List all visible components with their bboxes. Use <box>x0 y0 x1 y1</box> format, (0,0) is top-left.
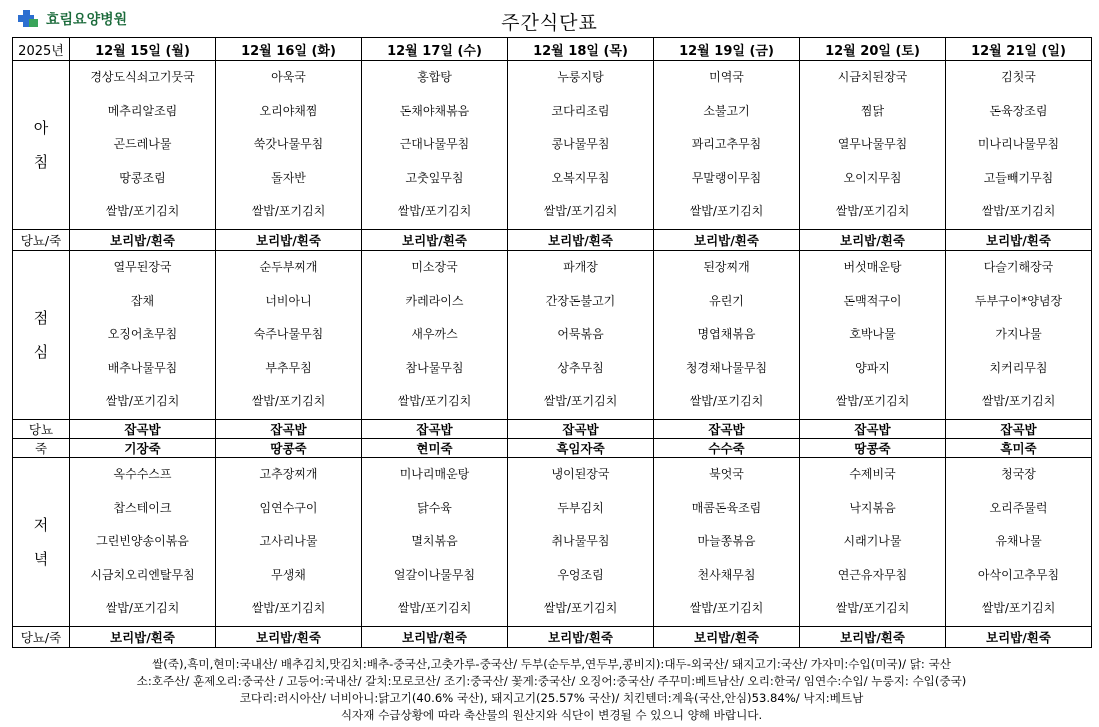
breakfast-dishes <box>508 61 654 230</box>
dish-item: 오징어초무침 <box>107 327 178 342</box>
dish-item: 돈육장조림 <box>989 103 1048 118</box>
dish-item: 시금치된장국 <box>837 70 908 85</box>
dish-item: 쌀밥/포기김치 <box>981 601 1056 616</box>
dish-item: 고들빼기무침 <box>983 170 1054 185</box>
dish-item: 쌀밥/포기김치 <box>543 394 618 409</box>
dish-item: 치커리무침 <box>989 360 1048 375</box>
lunch-diabetic-item: 잡곡밥 <box>800 420 946 439</box>
dish-item: 쌀밥/포기김치 <box>835 601 910 616</box>
dish-item: 쌀밥/포기김치 <box>397 394 472 409</box>
dish-item: 홍합탕 <box>417 70 452 85</box>
dish-item: 마늘쫑볶음 <box>697 534 756 549</box>
lunch-diabetic-item: 잡곡밥 <box>216 420 362 439</box>
dish-item: 무생채 <box>271 567 306 582</box>
dish-item: 열무나물무침 <box>837 137 908 152</box>
dinner-dishes <box>362 458 508 627</box>
dish-item: 쌀밥/포기김치 <box>251 394 326 409</box>
dish-item: 수제비국 <box>849 467 896 482</box>
dish-item: 시금치오리엔탈무침 <box>90 567 195 582</box>
dish-item: 호박나물 <box>849 327 896 342</box>
lunch-dishes <box>216 251 362 420</box>
dish-item: 아삭이고추무침 <box>977 567 1060 582</box>
dish-item: 쌀밥/포기김치 <box>689 204 764 219</box>
dish-item: 경상도식쇠고기뭇국 <box>90 70 195 85</box>
dish-item: 쌀밥/포기김치 <box>543 204 618 219</box>
dish-item: 멸치볶음 <box>411 534 458 549</box>
lunch-dishes <box>654 251 800 420</box>
dish-item: 찜닭 <box>860 103 885 118</box>
dish-item: 꽈리고추무침 <box>691 137 762 152</box>
dish-item: 쌀밥/포기김치 <box>251 204 326 219</box>
lunch-dishes <box>800 251 946 420</box>
dish-item: 매콤돈육조림 <box>691 500 762 515</box>
page-title: 주간식단표 <box>501 12 598 34</box>
dish-item: 고춧잎무침 <box>405 170 464 185</box>
dish-item: 쌀밥/포기김치 <box>251 601 326 616</box>
dish-item: 근대나물무침 <box>399 137 470 152</box>
dish-item: 오리주물럭 <box>989 500 1048 515</box>
dish-item: 쌀밥/포기김치 <box>543 601 618 616</box>
dinner-dishes <box>654 458 800 627</box>
dish-item: 새우까스 <box>411 327 458 342</box>
breakfast-special-item: 보리밥/흰죽 <box>216 230 362 251</box>
origin-note-line: 쌀(죽),흑미,현미:국내산/ 배추김치,맛김치:배추-중국산,고춧가루-중국산/ 두부(순두부,연두부,콩비지):대두-외국산/ 돼지고기:국산/ 가자미:수입(미국)/ 닭: 국산 <box>152 657 951 671</box>
lunch-porridge-item: 땅콩죽 <box>800 439 946 458</box>
dish-item: 청국장 <box>1001 467 1036 482</box>
breakfast-label: 아 침 <box>13 61 70 230</box>
dinner-dishes <box>946 458 1092 627</box>
day-header: 12월 15일 (월) <box>70 38 216 61</box>
dish-item: 파개장 <box>563 260 598 275</box>
breakfast-special-item: 보리밥/흰죽 <box>654 230 800 251</box>
dish-item: 유채나물 <box>995 534 1042 549</box>
dish-item: 쌀밥/포기김치 <box>689 394 764 409</box>
dinner-special-item: 보리밥/흰죽 <box>216 627 362 648</box>
dish-item: 그린빈양송이볶음 <box>96 534 189 549</box>
dish-item: 찹스테이크 <box>113 500 172 515</box>
lunch-dishes <box>70 251 216 420</box>
dish-item: 쌀밥/포기김치 <box>981 204 1056 219</box>
dish-item: 쌀밥/포기김치 <box>835 204 910 219</box>
origin-note-line: 코다리:러시아산/ 너비아니:닭고기(40.6% 국산), 돼지고기(25.57% 국산)/ 치킨텐더:계육(국산,안심)53.84%/ 낙지:베트남 <box>239 691 864 705</box>
dish-item: 상추무침 <box>557 360 604 375</box>
breakfast-special-row <box>13 230 1092 251</box>
dinner-label: 저 녁 <box>13 458 70 627</box>
breakfast-dishes <box>70 61 216 230</box>
hospital-name: 효림요양병원 <box>46 12 128 28</box>
dish-item: 너비아니 <box>265 293 312 308</box>
dish-item: 두부김치 <box>557 500 604 515</box>
dish-item: 김칫국 <box>1001 70 1036 85</box>
dish-item: 고추장찌개 <box>259 467 318 482</box>
dish-item: 옥수수스프 <box>113 467 172 482</box>
dish-item: 버섯매운탕 <box>843 260 902 275</box>
dish-item: 소불고기 <box>703 103 750 118</box>
dish-item: 부추무침 <box>265 360 312 375</box>
dinner-dishes <box>800 458 946 627</box>
dish-item: 우엉조림 <box>557 567 604 582</box>
origin-notes <box>12 656 1091 724</box>
dish-item: 콩나물무침 <box>551 137 610 152</box>
dish-item: 돈채야채볶음 <box>399 103 470 118</box>
lunch-diabetic-item: 잡곡밥 <box>946 420 1092 439</box>
breakfast-special-item: 보리밥/흰죽 <box>362 230 508 251</box>
dish-item: 배추나물무침 <box>107 360 178 375</box>
breakfast-dishes <box>362 61 508 230</box>
dish-item: 쌀밥/포기김치 <box>105 394 180 409</box>
lunch-porridge-item: 땅콩죽 <box>216 439 362 458</box>
dish-item: 곤드레나물 <box>113 137 172 152</box>
dish-item: 쌀밥/포기김치 <box>689 601 764 616</box>
dish-item: 오복지무침 <box>551 170 610 185</box>
dish-item: 냉이된장국 <box>551 467 610 482</box>
breakfast-special-item: 보리밥/흰죽 <box>946 230 1092 251</box>
dinner-row <box>13 458 1092 627</box>
dish-item: 순두부찌개 <box>259 260 318 275</box>
dinner-special-item: 보리밥/흰죽 <box>654 627 800 648</box>
dish-item: 숙주나물무침 <box>253 327 324 342</box>
dish-item: 무말랭이무침 <box>691 170 762 185</box>
lunch-porridge-item: 수수죽 <box>654 439 800 458</box>
breakfast-special-item: 보리밥/흰죽 <box>508 230 654 251</box>
dish-item: 취나물무침 <box>551 534 610 549</box>
dish-item: 카레라이스 <box>405 293 464 308</box>
header <box>0 0 1099 37</box>
dish-item: 미나리나물무침 <box>977 137 1060 152</box>
dish-item: 쌀밥/포기김치 <box>105 601 180 616</box>
dish-item: 돌자반 <box>271 170 306 185</box>
lunch-label: 점 심 <box>13 251 70 420</box>
dish-item: 쌀밥/포기김치 <box>397 601 472 616</box>
dish-item: 미역국 <box>709 70 744 85</box>
dish-item: 돈맥적구이 <box>843 293 902 308</box>
breakfast-dishes <box>800 61 946 230</box>
dish-item: 쌀밥/포기김치 <box>397 204 472 219</box>
dinner-special-item: 보리밥/흰죽 <box>800 627 946 648</box>
dish-item: 누룽지탕 <box>557 70 604 85</box>
breakfast-dishes <box>946 61 1092 230</box>
lunch-diabetic-item: 잡곡밥 <box>508 420 654 439</box>
day-header: 12월 17일 (수) <box>362 38 508 61</box>
dish-item: 메추리알조림 <box>107 103 178 118</box>
origin-note-line: 식자재 수급상황에 따라 축산물의 원산지와 식단이 변경될 수 있으니 양해 바랍니다. <box>340 708 763 722</box>
weekly-menu-table <box>12 37 1092 648</box>
lunch-porridge-item: 흑미죽 <box>946 439 1092 458</box>
lunch-dishes <box>362 251 508 420</box>
day-header: 12월 16일 (화) <box>216 38 362 61</box>
lunch-diabetic-item: 잡곡밥 <box>654 420 800 439</box>
dish-item: 청경채나물무침 <box>685 360 768 375</box>
dish-item: 두부구이*양념장 <box>974 293 1063 308</box>
breakfast-special-label: 당뇨/죽 <box>13 230 70 251</box>
dish-item: 땅콩조림 <box>119 170 166 185</box>
dinner-dishes <box>70 458 216 627</box>
dish-item: 미소장국 <box>411 260 458 275</box>
dinner-dishes <box>216 458 362 627</box>
lunch-diabetic-row <box>13 420 1092 439</box>
dish-item: 참나물무침 <box>405 360 464 375</box>
dinner-dishes <box>508 458 654 627</box>
lunch-diabetic-item: 잡곡밥 <box>362 420 508 439</box>
dish-item: 코다리조림 <box>551 103 610 118</box>
day-header: 12월 20일 (토) <box>800 38 946 61</box>
day-header: 12월 21일 (일) <box>946 38 1092 61</box>
lunch-diabetic-item: 잡곡밥 <box>70 420 216 439</box>
lunch-row <box>13 251 1092 420</box>
year-cell: 2025년 <box>13 38 70 61</box>
dish-item: 얼갈이나물무침 <box>393 567 476 582</box>
dinner-special-item: 보리밥/흰죽 <box>508 627 654 648</box>
dish-item: 가지나물 <box>995 327 1042 342</box>
dish-item: 잡채 <box>130 293 155 308</box>
dish-item: 다슬기해장국 <box>983 260 1054 275</box>
dish-item: 낙지볶음 <box>849 500 896 515</box>
dish-item: 쑥갓나물무침 <box>253 137 324 152</box>
dish-item: 고사리나물 <box>259 534 318 549</box>
lunch-porridge-item: 흑임자죽 <box>508 439 654 458</box>
lunch-dishes <box>508 251 654 420</box>
dish-item: 아욱국 <box>271 70 306 85</box>
dish-item: 천사채무침 <box>697 567 756 582</box>
dish-item: 열무된장국 <box>113 260 172 275</box>
dinner-special-item: 보리밥/흰죽 <box>362 627 508 648</box>
breakfast-row <box>13 61 1092 230</box>
dinner-special-label: 당뇨/죽 <box>13 627 70 648</box>
dish-item: 유린기 <box>709 293 744 308</box>
dish-item: 닭수육 <box>417 500 452 515</box>
lunch-porridge-label: 죽 <box>13 439 70 458</box>
day-header-row <box>13 38 1092 61</box>
lunch-porridge-item: 기장죽 <box>70 439 216 458</box>
breakfast-dishes <box>216 61 362 230</box>
lunch-diabetic-label: 당뇨 <box>13 420 70 439</box>
dish-item: 된장찌개 <box>703 260 750 275</box>
origin-note-line: 소:호주산/ 훈제오리:중국산 / 고등어:국내산/ 갈치:모로코산/ 조기:중국산/ 꽃게:중국산/ 오징어:중국산/ 주꾸미:베트남산/ 오리:한국/ 임연수:수입/ 누룽지: 수입(중국) <box>136 674 967 688</box>
dish-item: 북엇국 <box>709 467 744 482</box>
dinner-special-item: 보리밥/흰죽 <box>70 627 216 648</box>
dish-item: 쌀밥/포기김치 <box>981 394 1056 409</box>
dinner-special-row <box>13 627 1092 648</box>
dish-item: 쌀밥/포기김치 <box>835 394 910 409</box>
dish-item: 임연수구이 <box>259 500 318 515</box>
dish-item: 미나리매운탕 <box>399 467 470 482</box>
breakfast-special-item: 보리밥/흰죽 <box>70 230 216 251</box>
lunch-porridge-row <box>13 439 1092 458</box>
dinner-special-item: 보리밥/흰죽 <box>946 627 1092 648</box>
dish-item: 어묵볶음 <box>557 327 604 342</box>
dish-item: 양파지 <box>855 360 890 375</box>
dish-item: 오이지무침 <box>843 170 902 185</box>
breakfast-special-item: 보리밥/흰죽 <box>800 230 946 251</box>
dish-item: 오리야채찜 <box>259 103 318 118</box>
day-header: 12월 19일 (금) <box>654 38 800 61</box>
lunch-dishes <box>946 251 1092 420</box>
dish-item: 연근유자무침 <box>837 567 908 582</box>
lunch-porridge-item: 현미죽 <box>362 439 508 458</box>
day-header: 12월 18일 (목) <box>508 38 654 61</box>
breakfast-dishes <box>654 61 800 230</box>
dish-item: 쌀밥/포기김치 <box>105 204 180 219</box>
dish-item: 시래기나물 <box>843 534 902 549</box>
dish-item: 간장돈불고기 <box>545 293 616 308</box>
dish-item: 명엽채볶음 <box>697 327 756 342</box>
